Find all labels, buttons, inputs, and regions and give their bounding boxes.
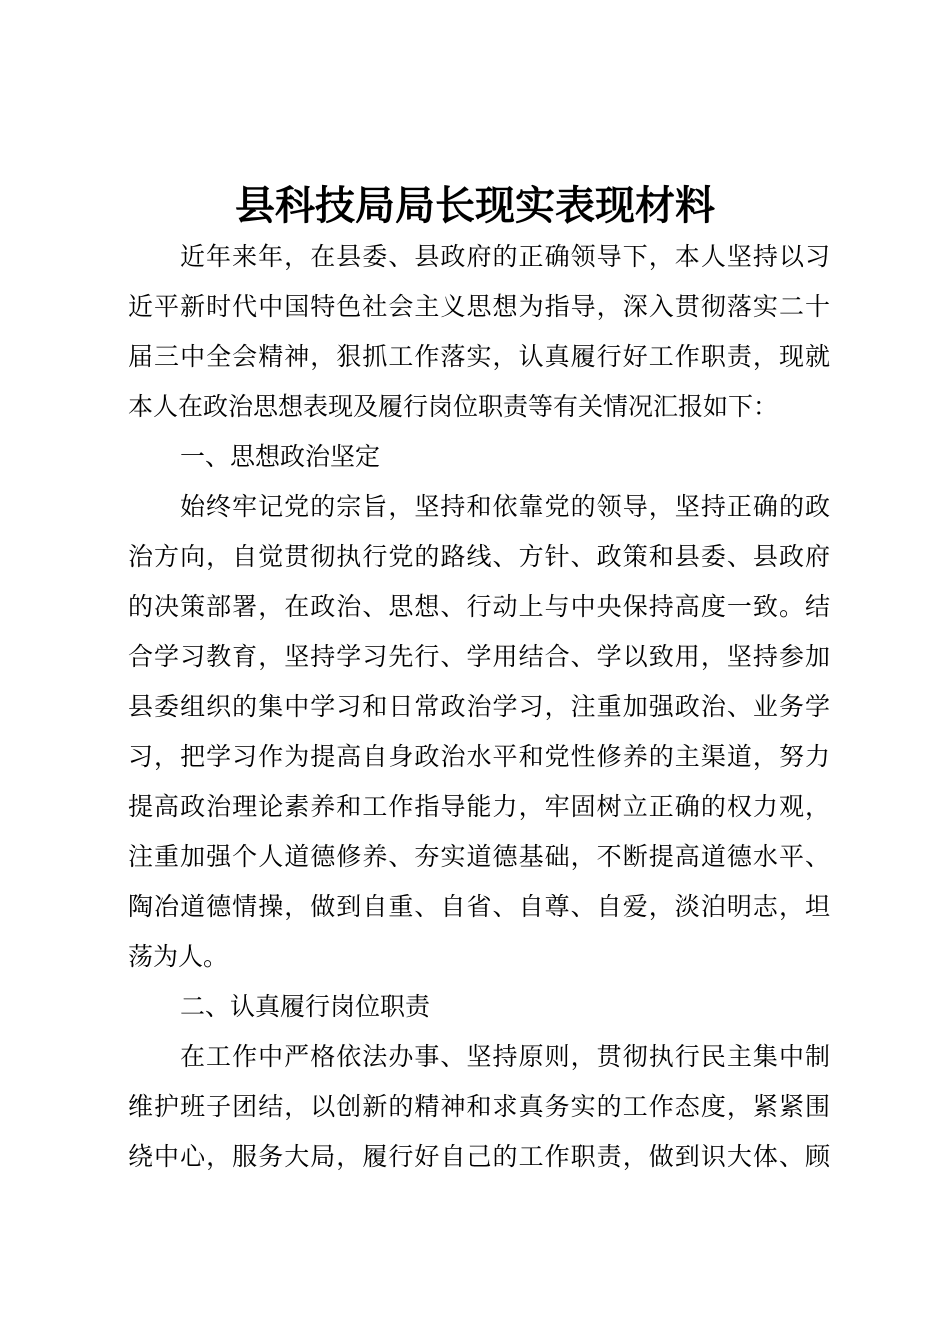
paragraph-line: 近平新时代中国特色社会主义思想为指导，深入贯彻落实二十: [128, 292, 830, 321]
paragraph-line: 近年来年，在县委、县政府的正确领导下，本人坚持以习: [180, 242, 830, 271]
paragraph-line: 届三中全会精神，狠抓工作落实，认真履行好工作职责，现就: [128, 342, 830, 371]
paragraph-line: 在工作中严格依法办事、坚持原则，贯彻执行民主集中制: [180, 1042, 830, 1071]
document-body: [128, 232, 830, 1182]
section-heading: 一、思想政治坚定: [180, 442, 381, 471]
paragraph-line: 习，把学习作为提高自身政治水平和党性修养的主渠道，努力: [128, 742, 830, 771]
paragraph-line: 提高政治理论素养和工作指导能力，牢固树立正确的权力观，: [128, 792, 830, 821]
paragraph-line: 的决策部署，在政治、思想、行动上与中央保持高度一致。结: [128, 592, 830, 621]
paragraph-line: 陶冶道德情操，做到自重、自省、自尊、自爱，淡泊明志，坦: [128, 892, 830, 921]
section-heading: 二、认真履行岗位职责: [180, 992, 431, 1021]
paragraph-line: 县委组织的集中学习和日常政治学习，注重加强政治、业务学: [128, 692, 830, 721]
paragraph-line: 本人在政治思想表现及履行岗位职责等有关情况汇报如下：: [128, 392, 779, 421]
document-title: 县科技局局长现实表现材料: [235, 182, 715, 229]
paragraph-line: 绕中心，服务大局，履行好自己的工作职责，做到识大体、顾: [128, 1142, 830, 1171]
paragraph-line: 治方向，自觉贯彻执行党的路线、方针、政策和县委、县政府: [128, 542, 830, 571]
paragraph-line: 荡为人。: [128, 942, 229, 971]
paragraph-line: 维护班子团结，以创新的精神和求真务实的工作态度，紧紧围: [128, 1092, 830, 1121]
paragraph-line: 合学习教育，坚持学习先行、学用结合、学以致用，坚持参加: [128, 642, 830, 671]
paragraph-line: 始终牢记党的宗旨，坚持和依靠党的领导，坚持正确的政: [180, 492, 830, 521]
paragraph-line: 注重加强个人道德修养、夯实道德基础，不断提高道德水平、: [128, 842, 830, 871]
